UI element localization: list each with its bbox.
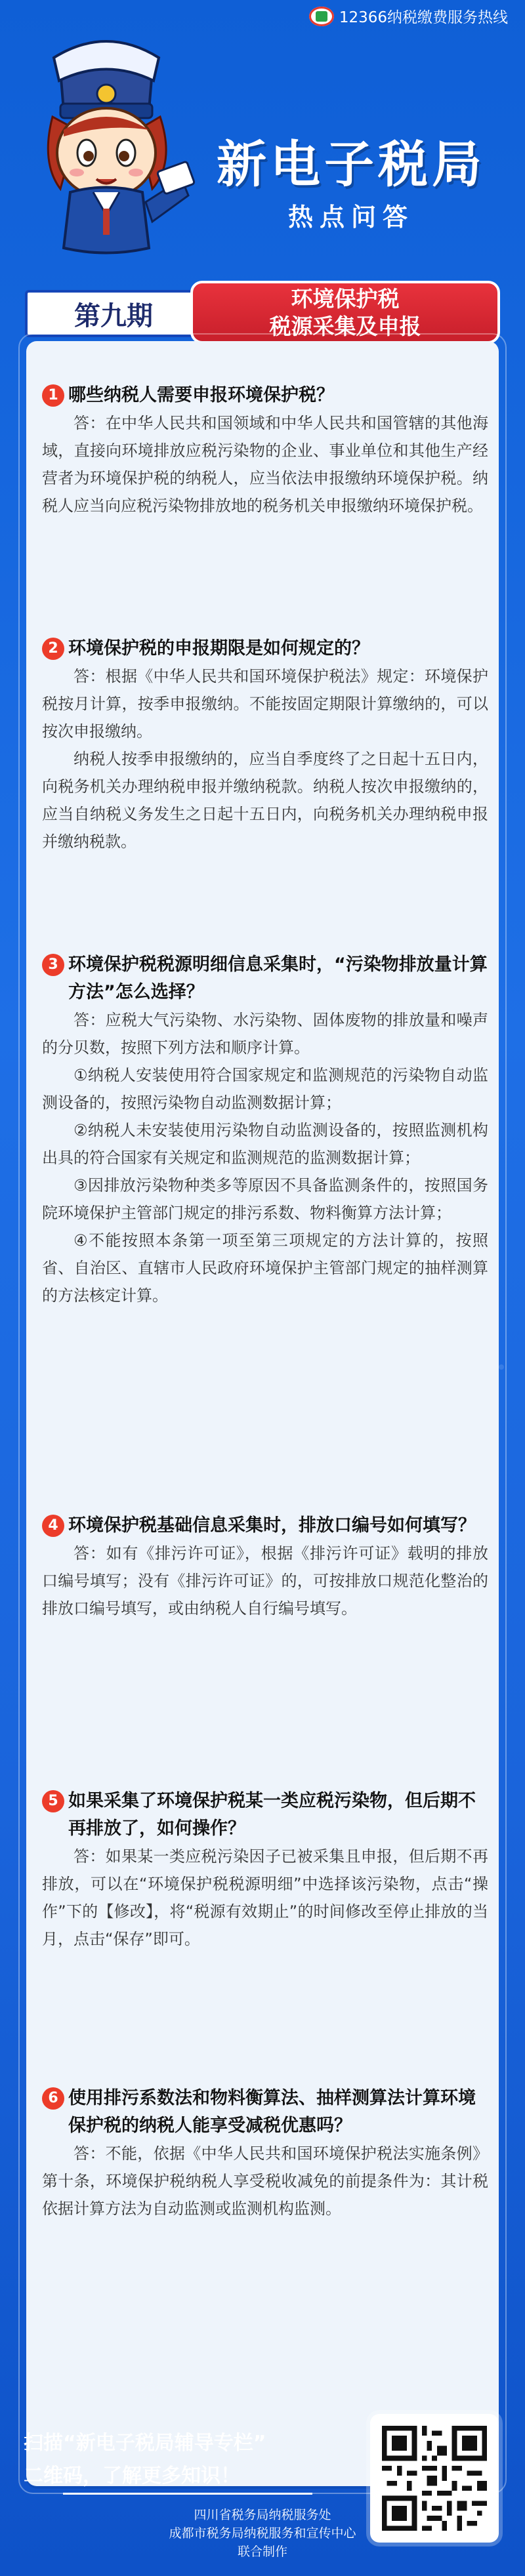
answer-text: 答：应税大气污染物、水污染物、固体废物的排放量和噪声的分贝数，按照下列方法和顺序计算。: [42, 1011, 488, 1057]
question-number: 2: [42, 638, 64, 660]
answer-text: ③因排放污染物种类多等原因不具备监测条件的，按照国务院环境保护主管部门规定的排污系数、物料衡算方法计算；: [42, 1176, 488, 1222]
issue-period: 第九期: [25, 290, 202, 337]
question-text: 哪些纳税人需要申报环境保护税？: [68, 385, 334, 405]
issue-topic: [190, 281, 500, 344]
page-title: 新电子税局: [217, 135, 486, 194]
qa-item-6: [42, 2085, 488, 2222]
answer-text: 答：如果某一类应税污染因子已被采集且申报，但后期不再排放，可以在“环境保护税税源明细”中选择该污染物，点击“操作”下的【修改】，将“税源有效期止”的时间修改至停止排放的当月，点击“保存”即可。: [42, 1847, 488, 1948]
credit-line-3: 联合制作: [237, 2545, 287, 2559]
hotline-text: 12366纳税缴费服务热线: [339, 9, 508, 26]
issue-topic-line2: 税源采集及申报: [269, 314, 421, 339]
qa-item-1: [42, 382, 488, 520]
qa-item-2: [42, 635, 488, 855]
answer-text: 答：如有《排污许可证》，根据《排污许可证》载明的排放口编号填写；没有《排污许可证》的，可按排放口规范化整治的排放口编号填写，或由纳税人自行编号填写。: [42, 1544, 488, 1618]
qa-item-5: [42, 1788, 488, 1953]
question-number: 6: [42, 2087, 64, 2110]
promo-text: [24, 2427, 352, 2493]
mascot-illustration: [14, 31, 198, 261]
credit-line-2: 成都市税务局纳税服务和宣传中心: [169, 2526, 356, 2541]
issue-topic-line1: 环境保护税: [291, 286, 400, 312]
answer-text: 答：根据《中华人民共和国环境保护税法》规定：环境保护税按月计算，按季申报缴纳。不能按固定期限计算缴纳的，可以按次申报缴纳。: [42, 667, 488, 741]
answer-text: ④不能按照本条第一项至第三项规定的方法计算的，按照省、自治区、直辖市人民政府环境保护主管部门规定的抽样测算的方法核定计算。: [42, 1231, 488, 1305]
answer-text: ②纳税人未安装使用污染物自动监测设备的，按照监测机构出具的符合国家有关规定和监测规范的监测数据计算；: [42, 1121, 488, 1167]
promo-line-2: 二维码，了解更多知识！: [24, 2464, 240, 2487]
question-number: 4: [42, 1515, 64, 1537]
decor-dot: [499, 1364, 504, 1370]
answer-text: 纳税人按季申报缴纳的，应当自季度终了之日起十五日内，向税务机关办理纳税申报并缴纳税款。纳税人按次申报缴纳的，应当自纳税义务发生之日起十五日内，向税务机关办理纳税申报并缴纳税款。: [42, 750, 488, 851]
answer-text: 答：在中华人民共和国领域和中华人民共和国管辖的其他海域，直接向环境排放应税污染物的企业、事业单位和其他生产经营者为环境保护税的纳税人，应当依法申报缴纳环境保护税。纳税人应当向应税污染物排放地的税务机关申报缴纳环境保护税。: [42, 414, 488, 515]
credit-line-1: 四川省税务局纳税服务处: [194, 2508, 331, 2522]
question-text: 环境保护税税源明细信息采集时，“污染物排放量计算方法”怎么选择？: [68, 954, 488, 1002]
question-number: 3: [42, 954, 64, 976]
hotline-badge: [309, 5, 508, 27]
page-subtitle: 热点问答: [287, 203, 414, 232]
question-text: 环境保护税基础信息采集时，排放口编号如何填写？: [68, 1515, 476, 1536]
divider: [63, 2493, 312, 2495]
qa-item-3: [42, 951, 488, 1309]
question-text: 环境保护税的申报期限是如何规定的？: [68, 638, 369, 659]
promo-line-1: 扫描“新电子税局辅导专栏”: [24, 2432, 266, 2455]
footer-promo: [24, 2414, 501, 2512]
issue-banner: [25, 281, 500, 344]
question-text: 使用排污系数法和物料衡算法、抽样测算法计算环境保护税的纳税人能享受减税优惠吗？: [68, 2088, 476, 2136]
question-number: 5: [42, 1790, 64, 1812]
answer-text: 答：不能，依据《中华人民共和国环境保护税法实施条例》第十条，环境保护税纳税人享受税收减免的前提条件为：其计税依据计算方法为自动监测或监测机构监测。: [42, 2144, 488, 2218]
question-text: 如果采集了环境保护税某一类应税污染物，但后期不再排放了，如何操作？: [68, 1791, 476, 1839]
question-number: 1: [42, 384, 64, 407]
credits: [0, 2506, 525, 2561]
answer-text: ①纳税人安装使用符合国家规定和监测规范的污染物自动监测设备的，按照污染物自动监测数据计算；: [42, 1066, 488, 1112]
tax-service-logo-icon: [309, 7, 334, 26]
qa-item-4: [42, 1512, 488, 1622]
